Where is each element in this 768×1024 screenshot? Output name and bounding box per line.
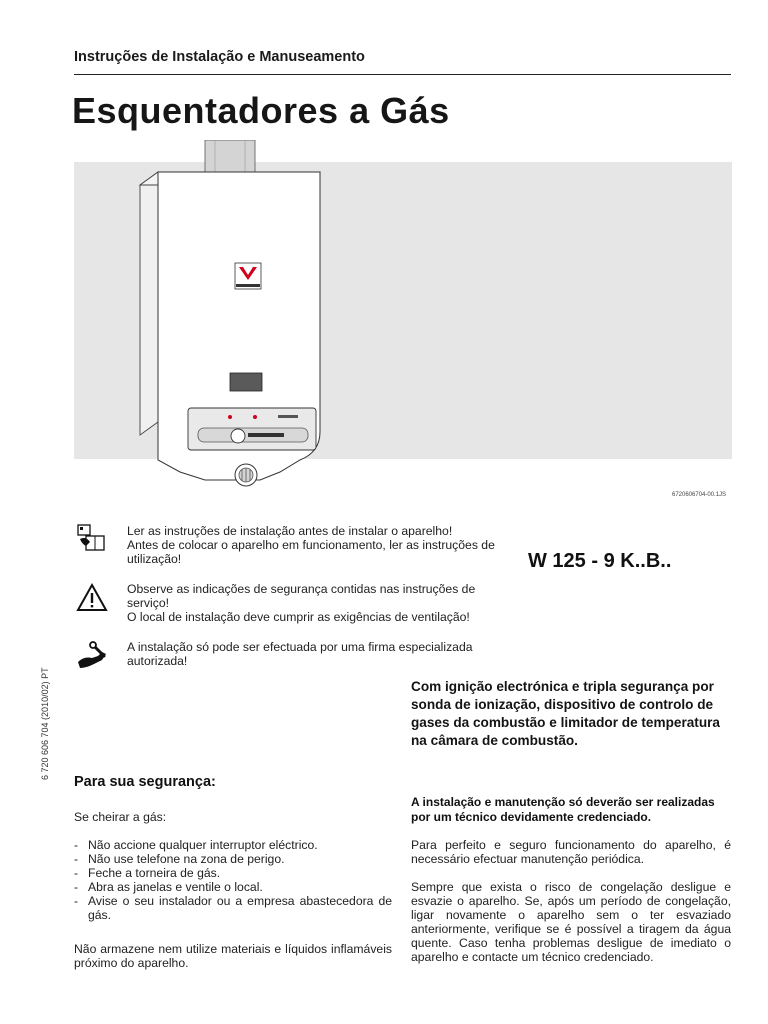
notice-read-instructions bbox=[127, 524, 507, 566]
wrench-hand-icon bbox=[76, 640, 108, 672]
safety-list bbox=[74, 838, 392, 922]
notice-installation bbox=[127, 640, 507, 668]
page-title: Esquentadores a Gás bbox=[72, 90, 450, 131]
list-item: - Não use telefone na zona de perigo. bbox=[74, 852, 285, 866]
safety-heading: Para sua segurança: bbox=[74, 774, 216, 790]
notice-text: Ler as instruções de instalação antes de instalar o aparelho! bbox=[127, 524, 453, 538]
list-item: - Abra as janelas e ventile o local. bbox=[74, 880, 263, 894]
notice-text: Observe as indicações de segurança contidas nas instruções de serviço! bbox=[127, 582, 476, 610]
notice-safety bbox=[127, 582, 507, 624]
document-subtitle: Instruções de Instalação e Manuseamento bbox=[74, 49, 365, 65]
water-heater-illustration bbox=[130, 140, 330, 495]
safety-storage-note: Não armazene nem utilize materiais e líquidos inflamáveis próximo do aparelho. bbox=[74, 942, 392, 970]
document-code-vertical: 6 720 606 704 (2010/02) PT bbox=[40, 667, 50, 780]
notice-text: O local de instalação deve cumprir as exigências de ventilação! bbox=[127, 610, 470, 624]
list-item: - Não accione qualquer interruptor eléctrico. bbox=[74, 838, 318, 852]
notice-text: A instalação só pode ser efectuada por uma firma especializada autorizada! bbox=[127, 640, 473, 668]
installation-paragraph-1: Para perfeito e seguro funcionamento do aparelho, é necessário efectuar manutenção periódica. bbox=[411, 838, 731, 866]
figure-code: 6720606704-00.1JS bbox=[672, 492, 727, 498]
model-number: W 125 - 9 K..B.. bbox=[528, 550, 672, 572]
safety-intro: Se cheirar a gás: bbox=[74, 810, 167, 824]
warning-triangle-icon bbox=[76, 582, 108, 614]
features-text: Com ignição electrónica e tripla segurança por sonda de ionização, dispositivo de controlo de gases da combustão e limitador de temperatura na câmara de combustão. bbox=[411, 679, 720, 748]
notice-text: Antes de colocar o aparelho em funcionamento, ler as instruções de utilização! bbox=[127, 538, 495, 566]
book-read-icon bbox=[76, 522, 108, 554]
installation-heading: A instalação e manutenção só deverão ser realizadas por um técnico devidamente credenciado. bbox=[411, 795, 715, 824]
header-rule bbox=[74, 74, 731, 75]
installation-paragraph-2: Sempre que exista o risco de congelação desligue e esvazie o aparelho. Se, após um período de congelação, ligar novamente o aparelho sem o ter esvaziado anteriormente, verifique se é possível a tiragem da água quente. Caso tenha problemas desligue de imediato o aparelho e contacte um técnico credenciado. bbox=[411, 880, 731, 964]
list-item: - Feche a torneira de gás. bbox=[74, 866, 221, 880]
list-item: - Avise o seu instalador ou a empresa abastecedora de gás. bbox=[74, 894, 392, 922]
